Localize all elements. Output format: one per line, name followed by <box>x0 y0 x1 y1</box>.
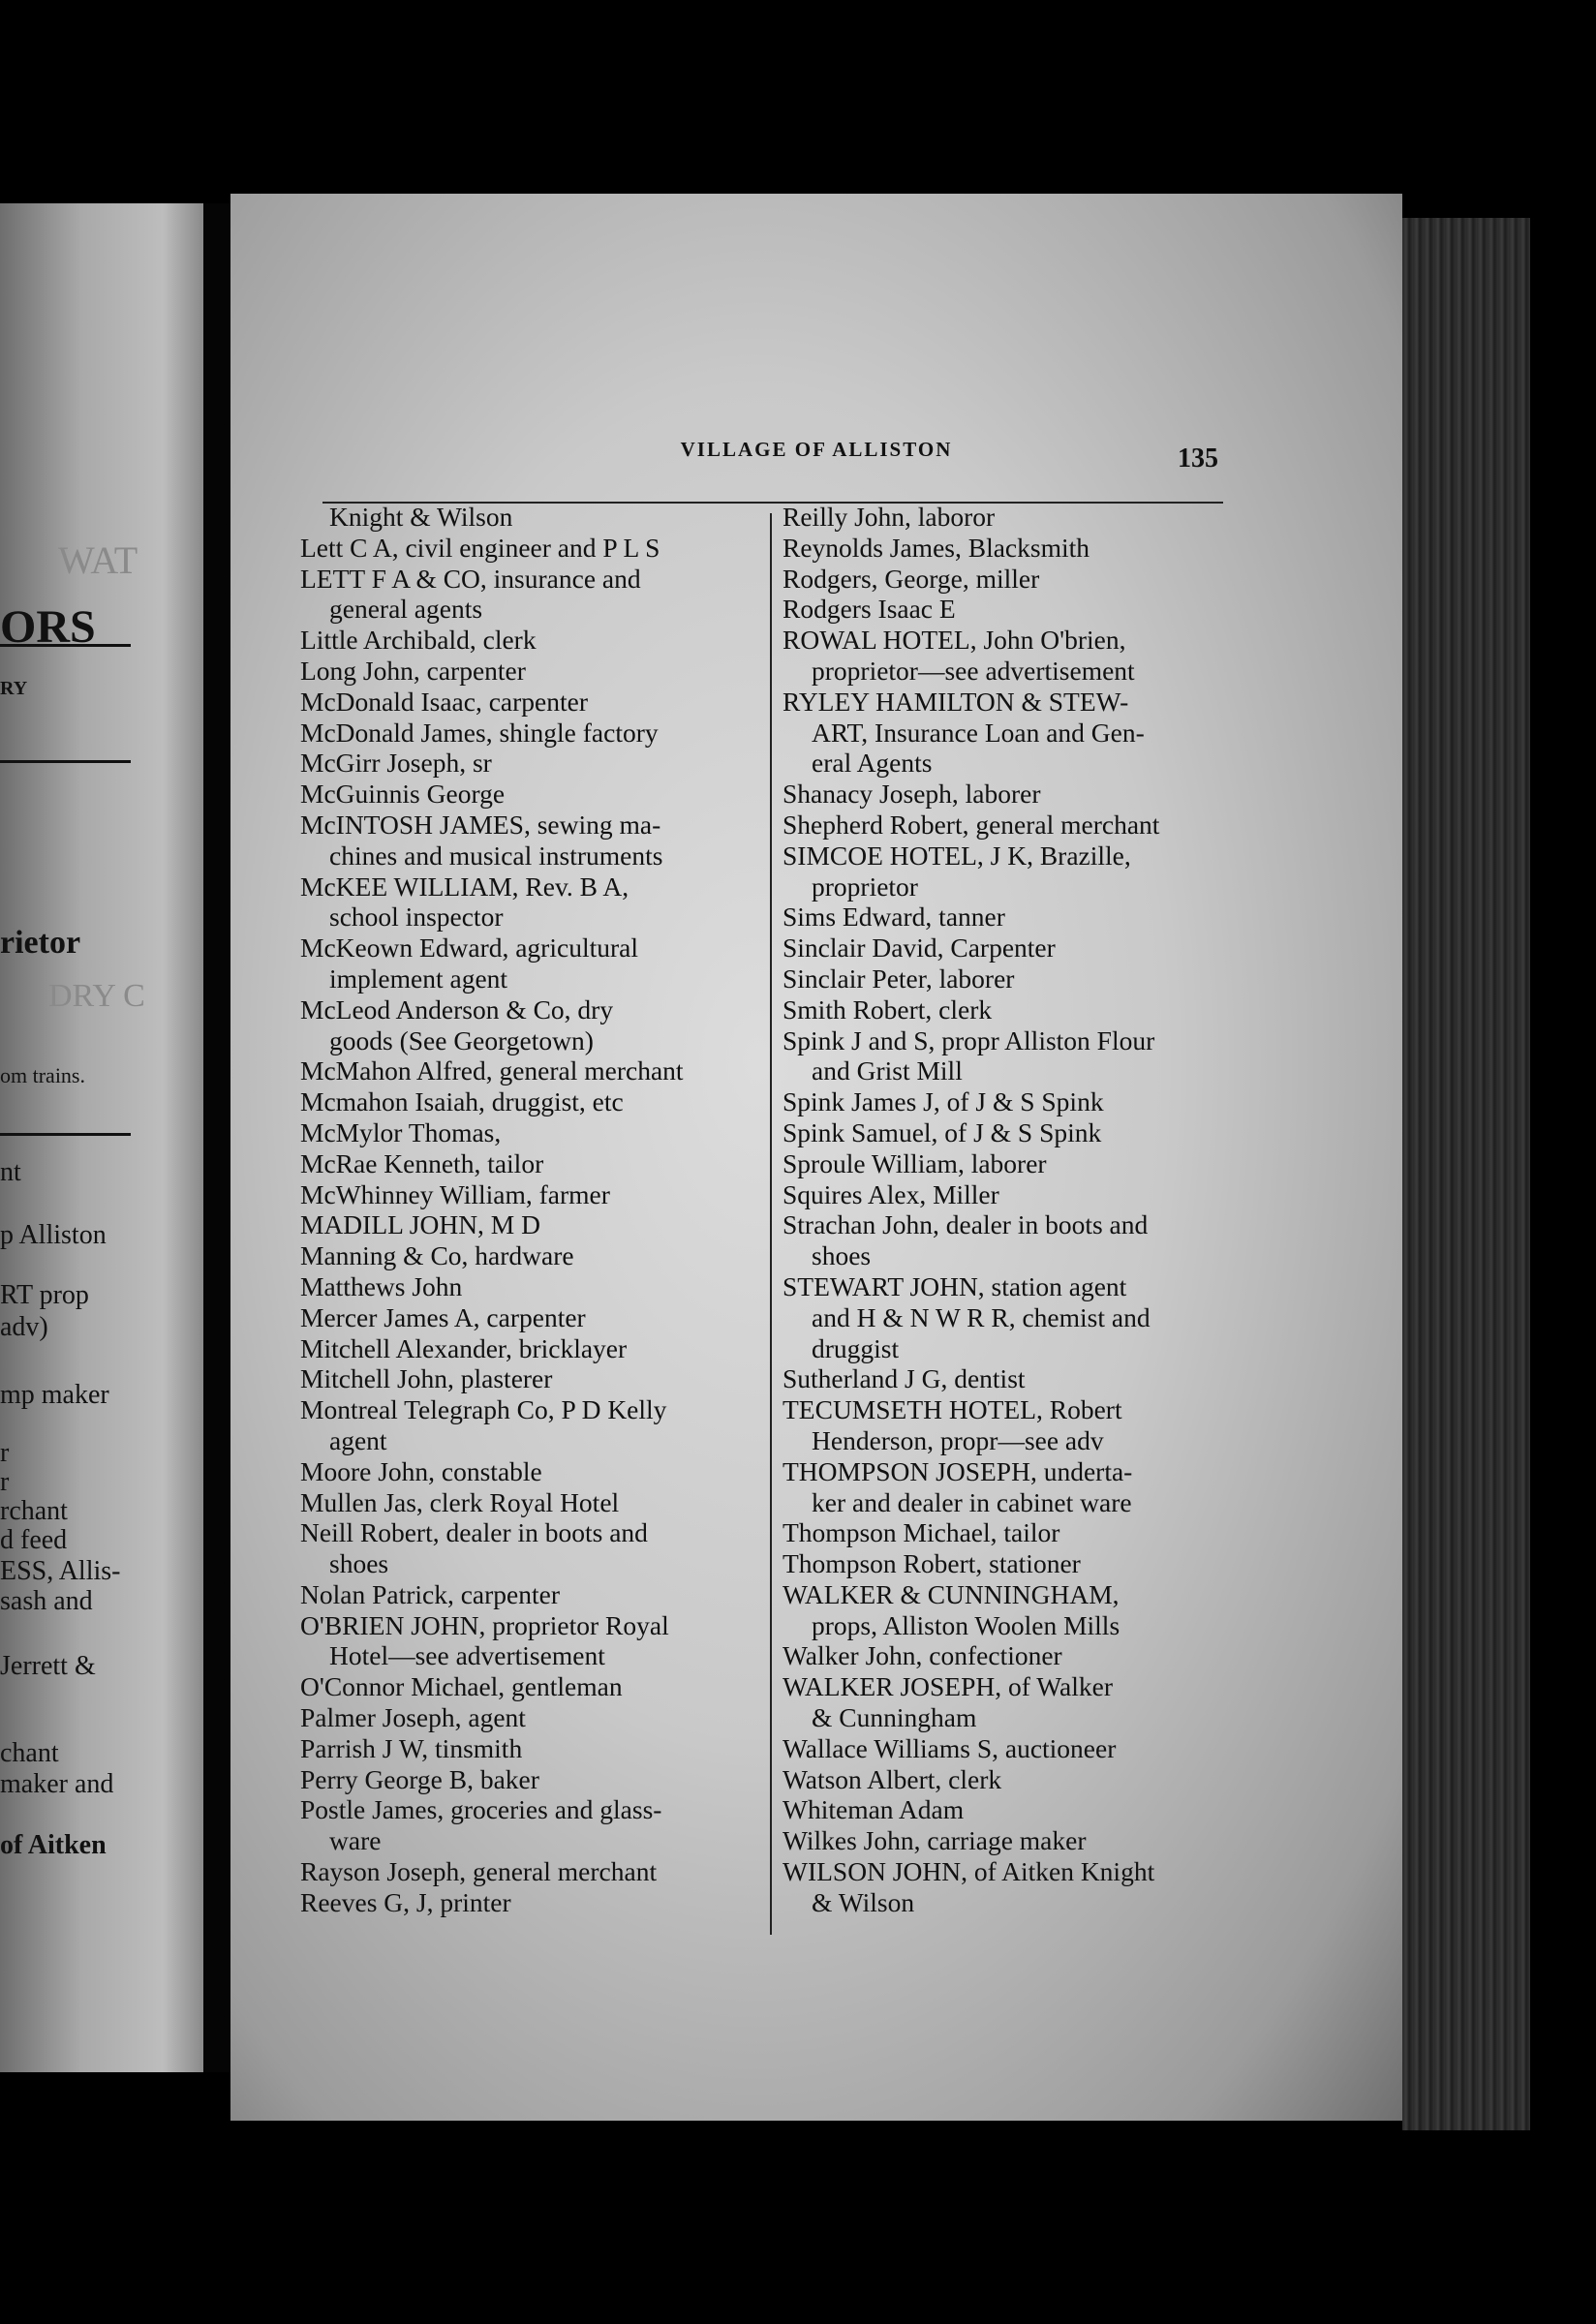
directory-entry: Thompson Robert, stationer <box>783 1548 1081 1579</box>
page-number: 135 <box>1178 443 1218 474</box>
book-gutter <box>203 203 230 2072</box>
directory-entry: Reilly John, laboror <box>783 502 996 532</box>
directory-entry: McINTOSH JAMES, sewing ma- <box>300 809 661 840</box>
running-header: VILLAGE OF ALLISTON <box>680 438 953 461</box>
facing-page-fragment: rietor <box>0 925 81 961</box>
facing-page-fragment: RT prop <box>0 1280 89 1310</box>
directory-entry: McDonald Isaac, carpenter <box>300 686 588 717</box>
directory-entry: Matthews John <box>300 1270 463 1301</box>
directory-entry: Smith Robert, clerk <box>783 994 993 1024</box>
directory-entry: ART, Insurance Loan and Gen- <box>812 717 1145 748</box>
directory-entry: Thompson Michael, tailor <box>783 1517 1060 1548</box>
directory-entry: Strachan John, dealer in boots and <box>783 1209 1149 1240</box>
directory-entry: agent <box>329 1424 387 1455</box>
directory-entry: Long John, carpenter <box>300 655 526 686</box>
directory-entry: Neill Robert, dealer in boots and <box>300 1517 648 1548</box>
directory-entry: & Cunningham <box>812 1702 977 1733</box>
directory-entry: Whiteman Adam <box>783 1794 965 1825</box>
directory-entry: McKEE WILLIAM, Rev. B A, <box>300 871 629 902</box>
directory-entry: Spink James J, of J & S Spink <box>783 1086 1104 1117</box>
directory-entry: McKeown Edward, agricultural <box>300 933 638 963</box>
directory-entry: ROWAL HOTEL, John O'brien, <box>783 625 1126 656</box>
left-column <box>300 502 741 1918</box>
directory-entry: Mitchell Alexander, bricklayer <box>300 1332 628 1363</box>
directory-entry: eral Agents <box>812 748 933 779</box>
directory-entry: STEWART JOHN, station agent <box>783 1270 1127 1301</box>
facing-page-fragment: mp maker <box>0 1380 109 1410</box>
directory-entry: implement agent <box>329 963 508 994</box>
directory-entry: THOMPSON JOSEPH, underta- <box>783 1455 1133 1486</box>
directory-entry: Mullen Jas, clerk Royal Hotel <box>300 1486 620 1517</box>
directory-page <box>230 194 1402 2121</box>
facing-page-fragment: sash and <box>0 1586 93 1616</box>
directory-entry: props, Alliston Woolen Mills <box>812 1609 1120 1640</box>
directory-entry: school inspector <box>329 902 504 933</box>
facing-page-fragment: om trains. <box>0 1063 85 1087</box>
directory-entry: ware <box>329 1825 382 1856</box>
directory-entry: & Wilson <box>812 1886 915 1917</box>
directory-entry: Knight & Wilson <box>329 502 513 532</box>
facing-page-fragment: chant <box>0 1738 59 1768</box>
facing-page-fragment: rchant <box>0 1496 68 1526</box>
directory-entry: McLeod Anderson & Co, dry <box>300 994 614 1024</box>
directory-entry: chines and musical instruments <box>329 840 663 871</box>
directory-entry: Squires Alex, Miller <box>783 1178 999 1209</box>
directory-entry: LETT F A & CO, insurance and <box>300 563 641 594</box>
directory-entry: proprietor <box>812 871 918 902</box>
directory-entry: Sinclair Peter, laborer <box>783 963 1015 994</box>
directory-entry: Reeves G, J, printer <box>300 1886 511 1917</box>
facing-page-fragment: r <box>0 1467 10 1497</box>
directory-entry: Montreal Telegraph Co, P D Kelly <box>300 1394 667 1425</box>
directory-entry: O'Connor Michael, gentleman <box>300 1671 623 1702</box>
directory-entry: McGirr Joseph, sr <box>300 748 492 779</box>
directory-entry: shoes <box>329 1548 389 1579</box>
directory-entry: Palmer Joseph, agent <box>300 1702 526 1733</box>
page-edges <box>1402 218 1530 2130</box>
directory-entry: Lett C A, civil engineer and P L S <box>300 532 660 563</box>
directory-entry: McGuinnis George <box>300 779 506 810</box>
directory-entry: Henderson, propr—see adv <box>812 1424 1104 1455</box>
directory-entry: Wilkes John, carriage maker <box>783 1825 1087 1856</box>
directory-entry: Perry George B, baker <box>300 1763 539 1794</box>
directory-entry: Rodgers, George, miller <box>783 563 1040 594</box>
directory-entry: RYLEY HAMILTON & STEW- <box>783 686 1129 717</box>
column-divider <box>770 513 772 1935</box>
directory-entry: Mercer James A, carpenter <box>300 1301 586 1332</box>
directory-entry: Shepherd Robert, general merchant <box>783 809 1160 840</box>
directory-entry: Walker John, confectioner <box>783 1640 1062 1671</box>
directory-entry: Rayson Joseph, general merchant <box>300 1856 658 1887</box>
directory-entry: Shanacy Joseph, laborer <box>783 779 1041 810</box>
directory-entry: Spink J and S, propr Alliston Flour <box>783 1024 1155 1055</box>
facing-page-fragment: RY <box>0 678 28 699</box>
directory-entry: proprietor—see advertisement <box>812 655 1135 686</box>
right-column <box>783 502 1223 1918</box>
directory-entry: and Grist Mill <box>812 1055 963 1086</box>
facing-page-fragment: WAT <box>58 538 138 582</box>
directory-entry: MADILL JOHN, M D <box>300 1209 540 1240</box>
facing-page-fragment: p Alliston <box>0 1220 107 1250</box>
directory-entry: WALKER & CUNNINGHAM, <box>783 1578 1120 1609</box>
facing-page-fragment: maker and <box>0 1769 114 1799</box>
directory-entry: Sutherland J G, dentist <box>783 1363 1026 1394</box>
directory-entry: SIMCOE HOTEL, J K, Brazille, <box>783 840 1131 871</box>
directory-entry: Nolan Patrick, carpenter <box>300 1578 561 1609</box>
directory-entry: McRae Kenneth, tailor <box>300 1147 544 1178</box>
directory-entry: Reynolds James, Blacksmith <box>783 532 1090 563</box>
directory-entry: Moore John, constable <box>300 1455 542 1486</box>
facing-page-fragment: DRY C <box>48 978 145 1014</box>
directory-entry: Mcmahon Isaiah, druggist, etc <box>300 1086 624 1117</box>
directory-entry: WILSON JOHN, of Aitken Knight <box>783 1856 1155 1887</box>
directory-entry: WALKER JOSEPH, of Walker <box>783 1671 1113 1702</box>
directory-entry: Sinclair David, Carpenter <box>783 933 1056 963</box>
directory-entry: TECUMSETH HOTEL, Robert <box>783 1394 1122 1425</box>
directory-entry: Rodgers Isaac E <box>783 594 956 625</box>
directory-entry: Postle James, groceries and glass- <box>300 1794 662 1825</box>
directory-entry: Hotel—see advertisement <box>329 1640 605 1671</box>
directory-entry: McDonald James, shingle factory <box>300 717 659 748</box>
directory-entry: O'BRIEN JOHN, proprietor Royal <box>300 1609 669 1640</box>
facing-page-rule <box>0 1133 131 1136</box>
directory-entry: Sproule William, laborer <box>783 1147 1047 1178</box>
facing-page-fragment: nt <box>0 1157 21 1187</box>
directory-entry: ker and dealer in cabinet ware <box>812 1486 1132 1517</box>
directory-entry: McMahon Alfred, general merchant <box>300 1055 684 1086</box>
directory-entry: Little Archibald, clerk <box>300 625 537 656</box>
facing-page-fragment: d feed <box>0 1525 68 1555</box>
directory-entry: McMylor Thomas, <box>300 1116 502 1147</box>
directory-entry: goods (See Georgetown) <box>329 1024 594 1055</box>
directory-entry: McWhinney William, farmer <box>300 1178 610 1209</box>
facing-page <box>0 203 203 2072</box>
directory-entry: Wallace Williams S, auctioneer <box>783 1732 1117 1763</box>
directory-entry: Spink Samuel, of J & S Spink <box>783 1116 1102 1147</box>
directory-entry: Sims Edward, tanner <box>783 902 1005 933</box>
directory-entry: Manning & Co, hardware <box>300 1240 574 1271</box>
facing-page-fragment: ORS <box>0 601 96 653</box>
directory-entry: Parrish J W, tinsmith <box>300 1732 523 1763</box>
facing-page-fragment: of Aitken <box>0 1830 107 1860</box>
facing-page-fragment: ESS, Allis- <box>0 1556 121 1586</box>
directory-entry: Watson Albert, clerk <box>783 1763 1002 1794</box>
directory-entry: and H & N W R R, chemist and <box>812 1301 1151 1332</box>
directory-entry: druggist <box>812 1332 900 1363</box>
facing-page-fragment: adv) <box>0 1312 48 1342</box>
directory-entry: shoes <box>812 1240 872 1271</box>
directory-entry: general agents <box>329 594 483 625</box>
directory-entry: Mitchell John, plasterer <box>300 1363 553 1394</box>
facing-page-fragment: Jerrett & <box>0 1651 96 1681</box>
facing-page-rule <box>0 760 131 763</box>
facing-page-fragment: r <box>0 1438 10 1468</box>
